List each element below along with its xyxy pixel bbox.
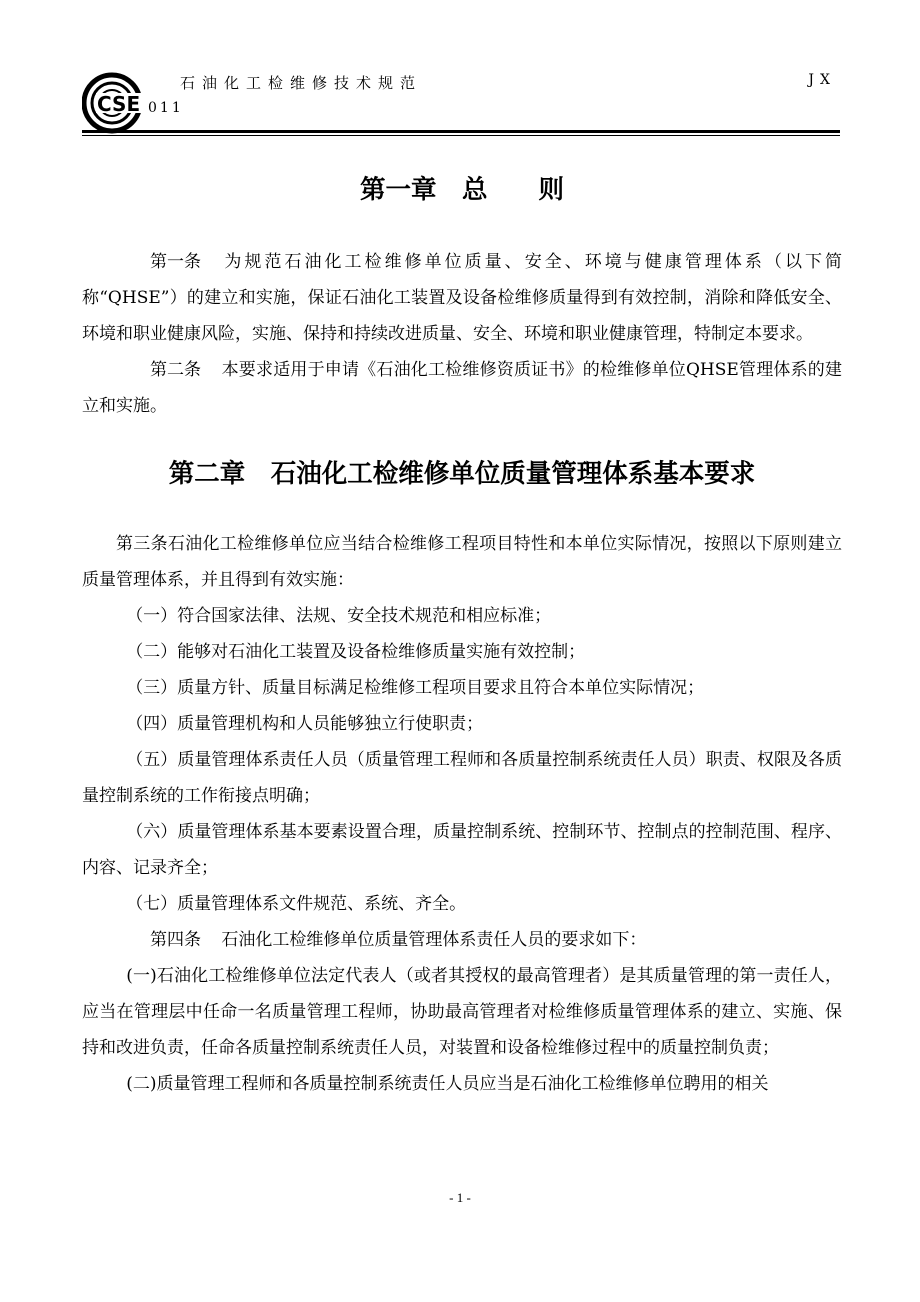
list-item: （二）能够对石油化工装置及设备检维修质量实施有效控制；: [126, 642, 586, 662]
list-item: （六）质量管理体系基本要素设置合理，质量控制系统、控制环节、控制点的控制范围、程序、内容、记录齐全；: [82, 822, 842, 878]
chapter-1-title: 第一章 总 则: [359, 175, 564, 205]
article-4: [82, 922, 842, 958]
list-item: （四）质量管理机构和人员能够独立行使职责；: [126, 714, 484, 734]
header-rule-thin: [82, 135, 840, 136]
article-2: [82, 352, 842, 424]
list-item: （一）符合国家法律、法规、安全技术规范和相应标准；: [126, 606, 552, 626]
article-text: 本要求适用于申请《石油化工检维修资质证书》的检维修单位QHSE管理体系的建立和实施。: [82, 360, 842, 416]
logo-text: CSE: [97, 92, 141, 116]
article-text: 石油化工检维修单位质量管理体系责任人员的要求如下：: [221, 930, 647, 950]
chapter-2-title: 第二章 石油化工检维修单位质量管理体系基本要求: [168, 459, 756, 489]
list-item: （七）质量管理体系文件规范、系统、齐全。: [126, 894, 467, 914]
list-item: （三）质量方针、质量目标满足检维修工程项目要求且符合本单位实际情况；: [126, 678, 705, 698]
article-1: [82, 244, 842, 352]
list-item: （五）质量管理体系责任人员（质量管理工程师和各质量控制系统责任人员）职责、权限及各质量控制系统的工作衔接点明确；: [82, 750, 842, 806]
article-label: 第三条: [116, 534, 168, 554]
header-right-code: JX: [808, 72, 836, 88]
article-text: 为规范石油化工检维修单位质量、安全、环境与健康管理体系（以下简称“QHSE”）的建立和实施，保证石油化工装置及设备检维修质量得到有效控制，消除和降低安全、环境和职业健康风险，实施、保持和持续改进质量、安全、环境和职业健康管理，特制定本要求。: [82, 252, 842, 344]
article-3: [82, 526, 842, 598]
page-number: - 1 -: [449, 1190, 471, 1205]
list-item: (二)质量管理工程师和各质量控制系统责任人员应当是石油化工检维修单位聘用的相关: [126, 1074, 769, 1094]
document-body: [82, 172, 842, 1102]
cse-logo: [82, 72, 154, 134]
article-label: 第四条: [150, 930, 201, 950]
article-label: 第二条: [150, 360, 201, 380]
article-label: 第一条: [150, 252, 201, 272]
article-text: 石油化工检维修单位应当结合检维修工程项目特性和本单位实际情况，按照以下原则建立质量管理体系，并且得到有效实施：: [82, 534, 843, 590]
header-title: 石油化工检维修技术规范: [180, 74, 423, 92]
header-rule: [82, 130, 840, 133]
list-item: (一)石油化工检维修单位法定代表人（或者其授权的最高管理者）是其质量管理的第一责任人，应当在管理层中任命一名质量管理工程师，协助最高管理者对检维修质量管理体系的建立、实施、保持和改进负责，任命各质量控制系统责任人员，对装置和设备检维修过程中的质量控制负责；: [82, 966, 842, 1058]
header-code: 011: [148, 100, 184, 116]
